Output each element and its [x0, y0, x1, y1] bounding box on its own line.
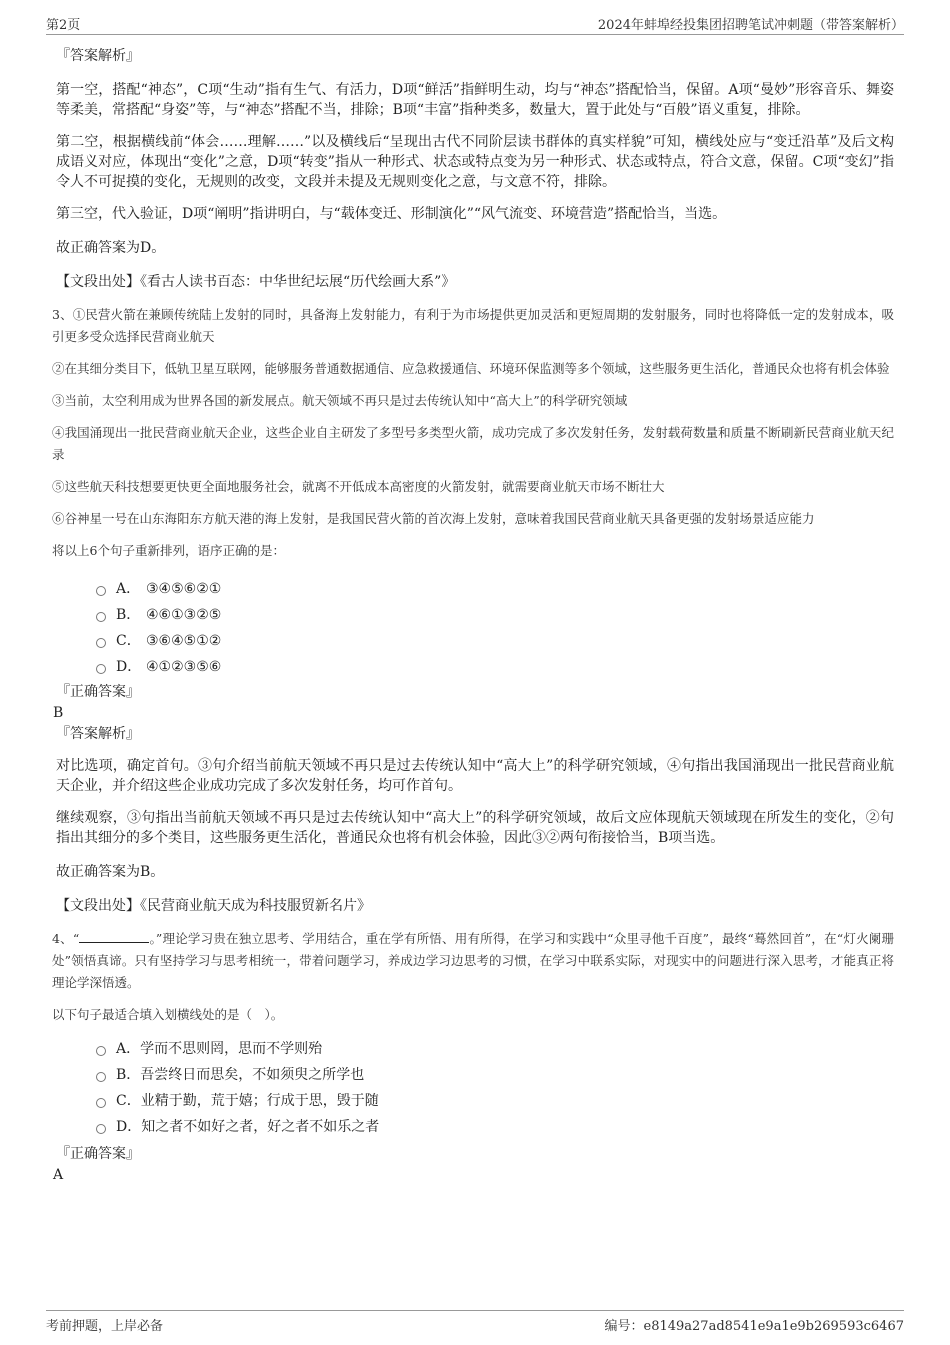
option-d[interactable] — [96, 1114, 894, 1140]
option-b[interactable] — [96, 602, 894, 628]
answer-conclusion: 故正确答案为D。 — [56, 240, 166, 256]
option-a[interactable] — [96, 576, 894, 602]
correct-answer: B — [53, 705, 64, 721]
option-letter: B． — [116, 607, 141, 623]
analysis-paragraph: 对比选项，确定首句。③句介绍当前航天领域不再只是过去传统认知中“高大上”的科学研究领域，④句指出我国涌现出一批民营商业航天企业，并介绍这些企业成功完成了多次发射任务，均可作首句。 — [56, 758, 894, 794]
option-b[interactable] — [96, 1062, 894, 1088]
question-stem — [52, 928, 894, 994]
option-letter: A． — [116, 581, 141, 597]
page-content — [52, 44, 894, 1184]
options-list — [96, 1036, 894, 1140]
correct-answer: A — [53, 1167, 64, 1183]
radio-icon[interactable] — [96, 1124, 106, 1134]
source-citation: 【文段出处】《看古人读书百态：中华世纪坛展“历代绘画大系”》 — [56, 274, 456, 290]
page-number: 第2页 — [46, 18, 81, 33]
radio-icon[interactable] — [96, 638, 106, 648]
correct-answer-label: 『正确答案』 — [56, 1146, 140, 1162]
analysis-label: 『答案解析』 — [56, 726, 140, 742]
question-sentence: ④我国涌现出一批民营商业航天企业，这些企业自主研发了多型号多类型火箭，成功完成了多次发射任务，发射载荷数量和质量不断刷新民营商业航天纪录 — [52, 425, 894, 462]
radio-icon[interactable] — [96, 1072, 106, 1082]
question-stem-text: 。”理论学习贵在独立思考、学用结合，重在学有所悟、用有所得，在学习和实践中“众里寻他千百度”，最终“蓦然回首”，在“灯火阑珊处”领悟真谛。只有坚持学习与思考相统一，带着问题学习，养成边学习边思考的习惯，在学习中联系实际，对现实中的问题进行深入思考，才能真正将理论学深悟透。 — [52, 931, 894, 990]
option-text: 学而不思则罔，思而不学则殆 — [140, 1041, 323, 1057]
radio-icon[interactable] — [96, 612, 106, 622]
question-sentence: ⑥谷神星一号在山东海阳东方航天港的海上发射，是我国民营火箭的首次海上发射，意味着我国民营商业航天具备更强的发射场景适应能力 — [52, 511, 815, 526]
option-text: ④①②③⑤⑥ — [146, 659, 222, 675]
option-letter: A． — [116, 1041, 141, 1057]
option-d[interactable] — [96, 654, 894, 680]
analysis-label: 『答案解析』 — [56, 48, 140, 64]
question-4 — [52, 928, 894, 1026]
option-text: ③⑥④⑤①② — [146, 633, 222, 649]
option-text: 知之者不如好之者，好之者不如乐之者 — [141, 1119, 380, 1135]
question-prompt: 将以上6个句子重新排列，语序正确的是： — [52, 543, 285, 558]
document-id: 编号：e8149a27ad8541e9a1e9b269593c6467 — [604, 1319, 904, 1334]
option-a[interactable] — [96, 1036, 894, 1062]
question-number: 4、“ — [52, 931, 80, 946]
radio-icon[interactable] — [96, 586, 106, 596]
option-letter: D． — [116, 659, 142, 675]
options-list — [96, 576, 894, 680]
analysis-paragraph: 第一空，搭配“神态”，C项“生动”指有生气、有活力，D项“鲜活”指鲜明生动，均与“神态”搭配恰当，保留。A项“曼妙”形容音乐、舞姿等柔美，常搭配“身姿”等，与“神态”搭配不当，排除；B项“丰富”指种类多，数量大，置于此处与“百般”语义重复，排除。 — [56, 82, 894, 118]
question-sentence: ②在其细分类目下，低轨卫星互联网，能够服务普通数据通信、应急救援通信、环境环保监测等多个领域，这些服务更生活化，普通民众也将有机会体验 — [52, 361, 890, 376]
option-text: ④⑥①③②⑤ — [146, 607, 222, 623]
option-letter: C． — [116, 633, 141, 649]
analysis-paragraph: 第二空，根据横线前“体会……理解……”以及横线后“呈现出古代不同阶层读书群体的真实样貌”可知，横线处应与“变迁沿革”及后文构成语义对应，体现出“变化”之意，D项“转变”指从一种形式、状态或特点变为另一种形式、状态或特点，符合文意，保留。C项“变幻”指令人不可捉摸的变化，无规则的改变，文段并未提及无规则变化之意，与文意不符，排除。 — [56, 134, 894, 190]
radio-icon[interactable] — [96, 664, 106, 674]
option-letter: B． — [116, 1067, 141, 1083]
option-text: ③④⑤⑥②① — [146, 581, 222, 597]
option-c[interactable] — [96, 628, 894, 654]
question-sentence: 3、①民营火箭在兼顾传统陆上发射的同时，具备海上发射能力，有利于为市场提供更加灵活和更短周期的发射服务，同时也将降低一定的发射成本，吸引更多受众选择民营商业航天 — [52, 307, 894, 344]
document-title: 2024年蚌埠经投集团招聘笔试冲刺题（带答案解析） — [597, 18, 904, 33]
option-text: 业精于勤，荒于嬉；行成于思，毁于随 — [140, 1093, 379, 1109]
question-3 — [52, 304, 894, 562]
answer-conclusion: 故正确答案为B。 — [56, 864, 165, 880]
question-prompt: 以下句子最适合填入划横线处的是（ ）。 — [52, 1007, 284, 1022]
source-citation: 【文段出处】《民营商业航天成为科技服贸新名片》 — [56, 898, 371, 914]
option-c[interactable] — [96, 1088, 894, 1114]
option-letter: C． — [116, 1093, 141, 1109]
question-sentence: ⑤这些航天科技想要更快更全面地服务社会，就离不开低成本高密度的火箭发射，就需要商业航天市场不断壮大 — [52, 479, 665, 494]
question-sentence: ③当前，太空利用成为世界各国的新发展点。航天领域不再只是过去传统认知中“高大上”的科学研究领域 — [52, 393, 628, 408]
footer-slogan: 考前押题，上岸必备 — [46, 1319, 164, 1334]
option-text: 吾尝终日而思矣，不如须臾之所学也 — [140, 1067, 365, 1083]
page-header — [46, 14, 904, 35]
analysis-paragraph: 继续观察，③句指出当前航天领域不再只是过去传统认知中“高大上”的科学研究领域，故后文应体现航天领域现在所发生的变化，②句指出其细分的多个类目，这些服务更生活化，普通民众也将有机会体验，因此③②两句衔接恰当，B项当选。 — [56, 810, 894, 846]
analysis-paragraph: 第三空，代入验证，D项“阐明”指讲明白，与“载体变迁、形制演化”“风气流变、环境营造”搭配恰当，当选。 — [56, 206, 727, 222]
fill-blank — [79, 930, 149, 943]
radio-icon[interactable] — [96, 1046, 106, 1056]
option-letter: D． — [116, 1119, 142, 1135]
correct-answer-label: 『正确答案』 — [56, 684, 140, 700]
page-footer — [46, 1310, 904, 1337]
radio-icon[interactable] — [96, 1098, 106, 1108]
